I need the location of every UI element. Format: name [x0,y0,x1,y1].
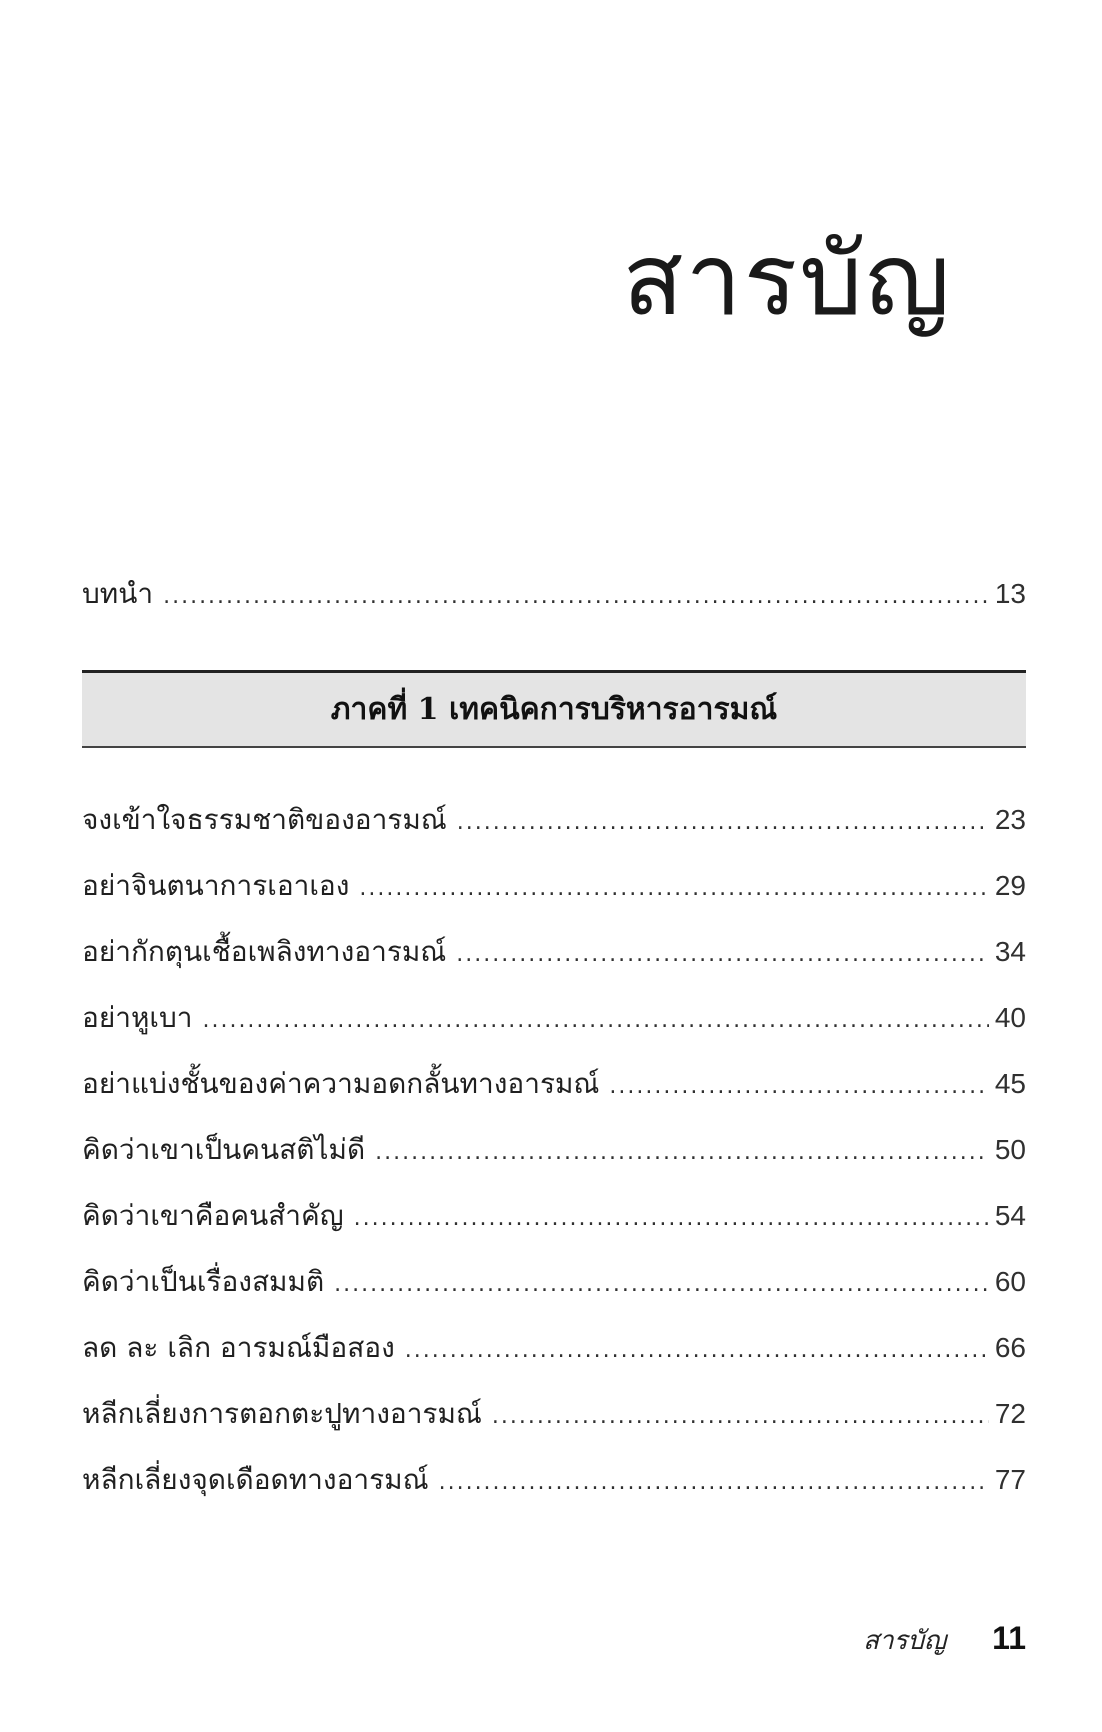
toc-entry-page: 66 [994,1332,1026,1363]
running-title: สารบัญ [863,1626,947,1656]
toc-entry-label: อย่ากักตุนเชื้อเพลิงทางอารมณ์ [82,935,447,968]
toc-entry[interactable] [82,1458,1026,1502]
toc-entry[interactable] [82,1392,1026,1436]
toc-entry[interactable] [82,798,1026,842]
toc-entry-label: อย่าหูเบา [82,1001,193,1034]
toc-entry-page: 34 [994,936,1026,967]
toc-entry-label: บทนำ [82,577,154,610]
dot-leader [354,1197,989,1241]
toc-entry-page: 23 [994,804,1026,835]
dot-leader [163,575,989,619]
toc-entry-page: 50 [994,1134,1026,1165]
toc-entry[interactable] [82,1128,1026,1172]
toc-entry-label: คิดว่าเขาเป็นคนสติไม่ดี [82,1133,366,1166]
toc-entry-label: จงเข้าใจธรรมชาติของอารมณ์ [82,803,447,836]
toc-entry-page: 54 [994,1200,1026,1231]
toc-entry-page: 29 [994,870,1026,901]
toc-entry[interactable] [82,1194,1026,1238]
toc-entry-page: 45 [994,1068,1026,1099]
dot-leader [457,801,989,845]
toc-entry-page: 60 [994,1266,1026,1297]
page-title: สารบัญ [622,221,952,338]
dot-leader [359,867,988,911]
toc-entry-label: คิดว่าเป็นเรื่องสมมติ [82,1265,325,1298]
toc-entry-label: คิดว่าเขาคือคนสำคัญ [82,1199,344,1232]
toc-entry-intro[interactable] [82,572,1026,616]
dot-leader [202,999,988,1043]
toc-entry[interactable] [82,1062,1026,1106]
part-heading: ภาคที่ 1 เทคนิคการบริหารอารมณ์ [330,692,778,727]
toc-entry-label: หลีกเลี่ยงการตอกตะปูทางอารมณ์ [82,1397,482,1430]
toc-entry-page: 77 [994,1464,1026,1495]
part-header [82,670,1026,748]
toc-entry-label: อย่าจินตนาการเอาเอง [82,869,350,902]
toc-entry[interactable] [82,1326,1026,1370]
toc-entry-page: 40 [994,1002,1026,1033]
toc-entry-page: 13 [994,578,1026,609]
dot-leader [492,1395,989,1439]
toc-entry-page: 72 [994,1398,1026,1429]
dot-leader [405,1329,989,1373]
dot-leader [439,1461,989,1505]
toc-entry-label: อย่าแบ่งชั้นของค่าความอดกลั้นทางอารมณ์ [82,1067,600,1100]
toc-entry[interactable] [82,864,1026,908]
toc-entry[interactable] [82,1260,1026,1304]
toc-entry[interactable] [82,930,1026,974]
page-footer [863,1620,1026,1661]
dot-leader [334,1263,989,1307]
page-number: 11 [992,1620,1026,1656]
dot-leader [375,1131,989,1175]
toc-entry-label: หลีกเลี่ยงจุดเดือดทางอารมณ์ [82,1463,429,1496]
dot-leader [609,1065,988,1109]
toc-entry[interactable] [82,996,1026,1040]
dot-leader [456,933,989,977]
toc-entry-label: ลด ละ เลิก อารมณ์มือสอง [82,1331,395,1364]
